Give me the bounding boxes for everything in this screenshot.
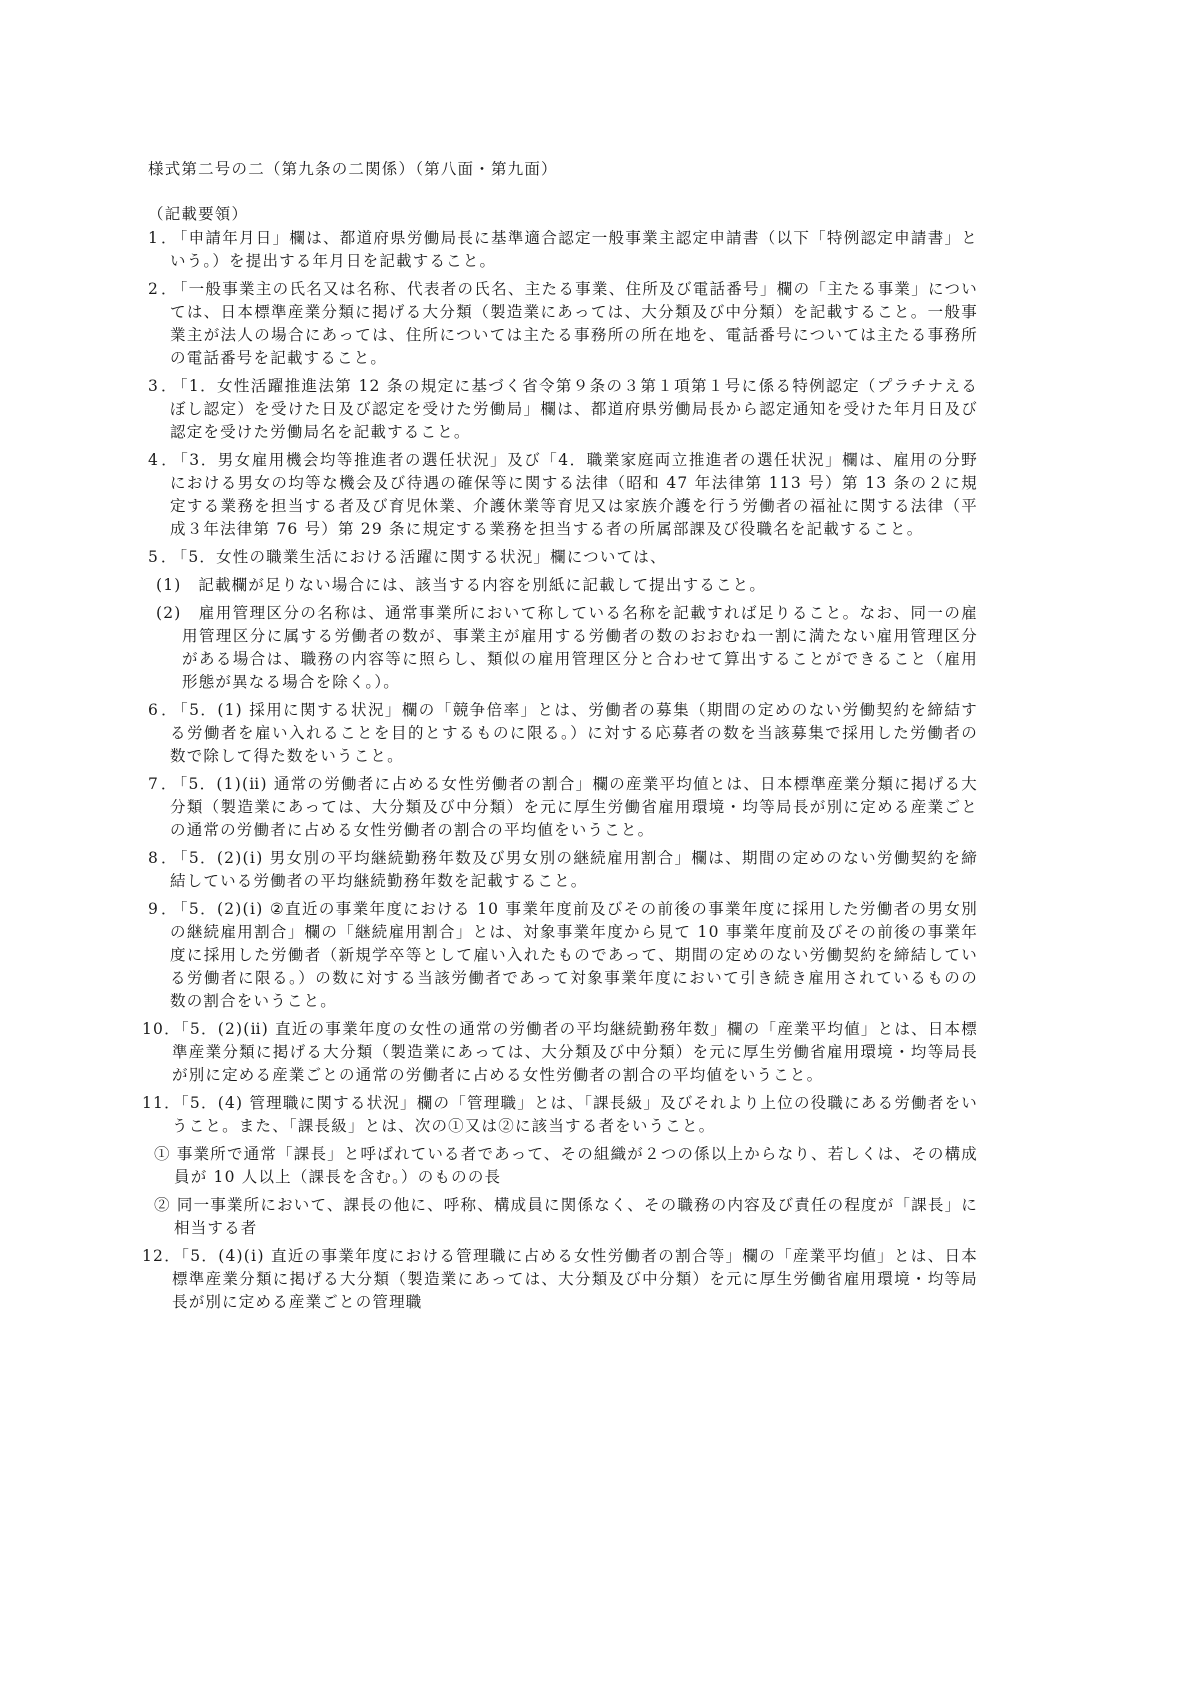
item-number: 11．: [142, 1094, 181, 1112]
item-number: 8．: [148, 849, 180, 867]
circled-item: [148, 1143, 978, 1189]
sub-item-text: 記載欄が足りない場合には、該当する内容を別紙に記載して提出すること。: [198, 576, 767, 594]
list-item: [148, 375, 978, 444]
item-number: 10．: [142, 1020, 181, 1038]
item-number: 1．: [148, 229, 180, 247]
list-item: [148, 898, 978, 1013]
list-item: [148, 278, 978, 370]
list-item: [148, 546, 978, 569]
section-heading: （記載要領）: [148, 205, 249, 223]
item-text: 「5．(4) 管理職に関する状況」欄の「管理職」とは、「課長級」及びそれより上位の役職にある労働者をいうこと。また、「課長級」とは、次の①又は②に該当する者をいうこと。: [172, 1094, 979, 1135]
item-text: 「5．(2)(ⅰ) 男女別の平均継続勤務年数及び男女別の継続雇用割合」欄は、期間の定めのない労働契約を締結している労働者の平均継続勤務年数を記載すること。: [170, 849, 978, 890]
item-number: 6．: [148, 701, 180, 719]
circled-text: 事業所で通常「課長」と呼ばれている者であって、その組織が２つの係以上からなり、若しくは、その構成員が 10 人以上（課長を含む。）のものの長: [174, 1145, 978, 1186]
document-title: 様式第二号の二（第九条の二関係）（第八面・第九面）: [148, 160, 558, 178]
item-number: 5．: [148, 548, 180, 566]
list-item: [148, 773, 978, 842]
document-page: [142, 158, 979, 1319]
list-item: [148, 699, 978, 768]
item-text: 「3．男女雇用機会均等推進者の選任状況」及び「4．職業家庭両立推進者の選任状況」欄は、雇用の分野における男女の均等な機会及び待遇の確保等に関する法律（昭和 47 年法律第 113 号）第 13 条の２に規定する業務を担当する者及び育児休業、介護休業等育児又は家族介護を行う労働者の福祉に関する法律（平成３年法律第 76 号）第 29 条に規定する業務を担当する者の所属部課及び役職名を記載すること。: [170, 451, 978, 538]
item-number: 3．: [148, 377, 180, 395]
circled-number: ①: [154, 1145, 171, 1163]
sub-item: [148, 602, 978, 694]
item-text: 「5．(2)(ⅰ) ②直近の事業年度における 10 事業年度前及びその前後の事業年度に採用した労働者の男女別の継続雇用割合」欄の「継続雇用割合」とは、対象事業年度から見て 10 事業年度前及びその前後の事業年度に採用した労働者（新規学卒等として雇い入れたものであって、期間の定めのない労働契約を締結している労働者に限る。）の数に対する当該労働者であって対象事業年度において引き続き雇用されているものの数の割合をいうこと。: [170, 900, 978, 1010]
list-item: [142, 1245, 979, 1314]
item-number: 7．: [148, 775, 180, 793]
sub-item: [148, 574, 978, 597]
item-text: 「申請年月日」欄は、都道府県労働局長に基準適合認定一般事業主認定申請書（以下「特例認定申請書」という。）を提出する年月日を記載すること。: [170, 229, 978, 270]
item-text: 「一般事業主の氏名又は名称、代表者の氏名、主たる事業、住所及び電話番号」欄の「主たる事業」については、日本標準産業分類に掲げる大分類（製造業にあっては、大分類及び中分類）を記載すること。一般事業主が法人の場合にあっては、住所については主たる事務所の所在地を、電話番号については主たる事務所の電話番号を記載すること。: [170, 280, 978, 367]
item-text: 「5．(1) 採用に関する状況」欄の「競争倍率」とは、労働者の募集（期間の定めのない労働契約を締結する労働者を雇い入れることを目的とするものに限る。）に対する応募者の数を当該募集で採用した労働者の数で除して得た数をいうこと。: [170, 701, 978, 765]
item-text: 「5．(4)(ⅰ) 直近の事業年度における管理職に占める女性労働者の割合等」欄の「産業平均値」とは、日本標準産業分類に掲げる大分類（製造業にあっては、大分類及び中分類）を元に厚生労働省雇用環境・均等局長が別に定める産業ごとの管理職: [172, 1247, 979, 1311]
list-item: [142, 1018, 978, 1087]
list-item: [148, 449, 978, 541]
item-number: 12．: [142, 1247, 182, 1265]
sub-item-number: (2): [156, 604, 182, 622]
list-item: [148, 847, 978, 893]
sub-item-text: 雇用管理区分の名称は、通常事業所において称している名称を記載すれば足りること。なお、同一の雇用管理区分に属する労働者の数が、事業主が雇用する労働者の数のおおむね一割に満たない雇用管理区分がある場合は、職務の内容等に照らし、類似の雇用管理区分と合わせて算出することができること（雇用形態が異なる場合を除く。）。: [182, 604, 978, 691]
item-text: 「5．(1)(ⅱ) 通常の労働者に占める女性労働者の割合」欄の産業平均値とは、日本標準産業分類に掲げる大分類（製造業にあっては、大分類及び中分類）を元に厚生労働省雇用環境・均等局長が別に定める産業ごとの通常の労働者に占める女性労働者の割合の平均値をいうこと。: [170, 775, 978, 839]
list-item: [148, 227, 978, 273]
sub-item-number: (1): [156, 576, 182, 594]
circled-number: ②: [154, 1196, 171, 1214]
circled-text: 同一事業所において、課長の他に、呼称、構成員に関係なく、その職務の内容及び責任の程度が「課長」に相当する者: [174, 1196, 979, 1237]
item-text: 「1．女性活躍推進法第 12 条の規定に基づく省令第９条の３第１項第１号に係る特例認定（プラチナえるぼし認定）を受けた日及び認定を受けた労働局」欄は、都道府県労働局長から認定通知を受けた年月日及び認定を受けた労働局名を記載すること。: [170, 377, 978, 441]
item-number: 4．: [148, 451, 181, 469]
item-number: 9．: [148, 900, 180, 918]
circled-item: [148, 1194, 978, 1240]
item-number: 2．: [148, 280, 180, 298]
item-text: 「5．女性の職業生活における活躍に関する状況」欄については、: [179, 548, 667, 566]
list-item: [142, 1092, 979, 1138]
item-text: 「5．(2)(ⅱ) 直近の事業年度の女性の通常の労働者の平均継続勤務年数」欄の「産業平均値」とは、日本標準産業分類に掲げる大分類（製造業にあっては、大分類及び中分類）を元に厚生労働省雇用環境・均等局長が別に定める産業ごとの通常の労働者に占める女性労働者の割合の平均値をいうこと。: [172, 1020, 978, 1084]
